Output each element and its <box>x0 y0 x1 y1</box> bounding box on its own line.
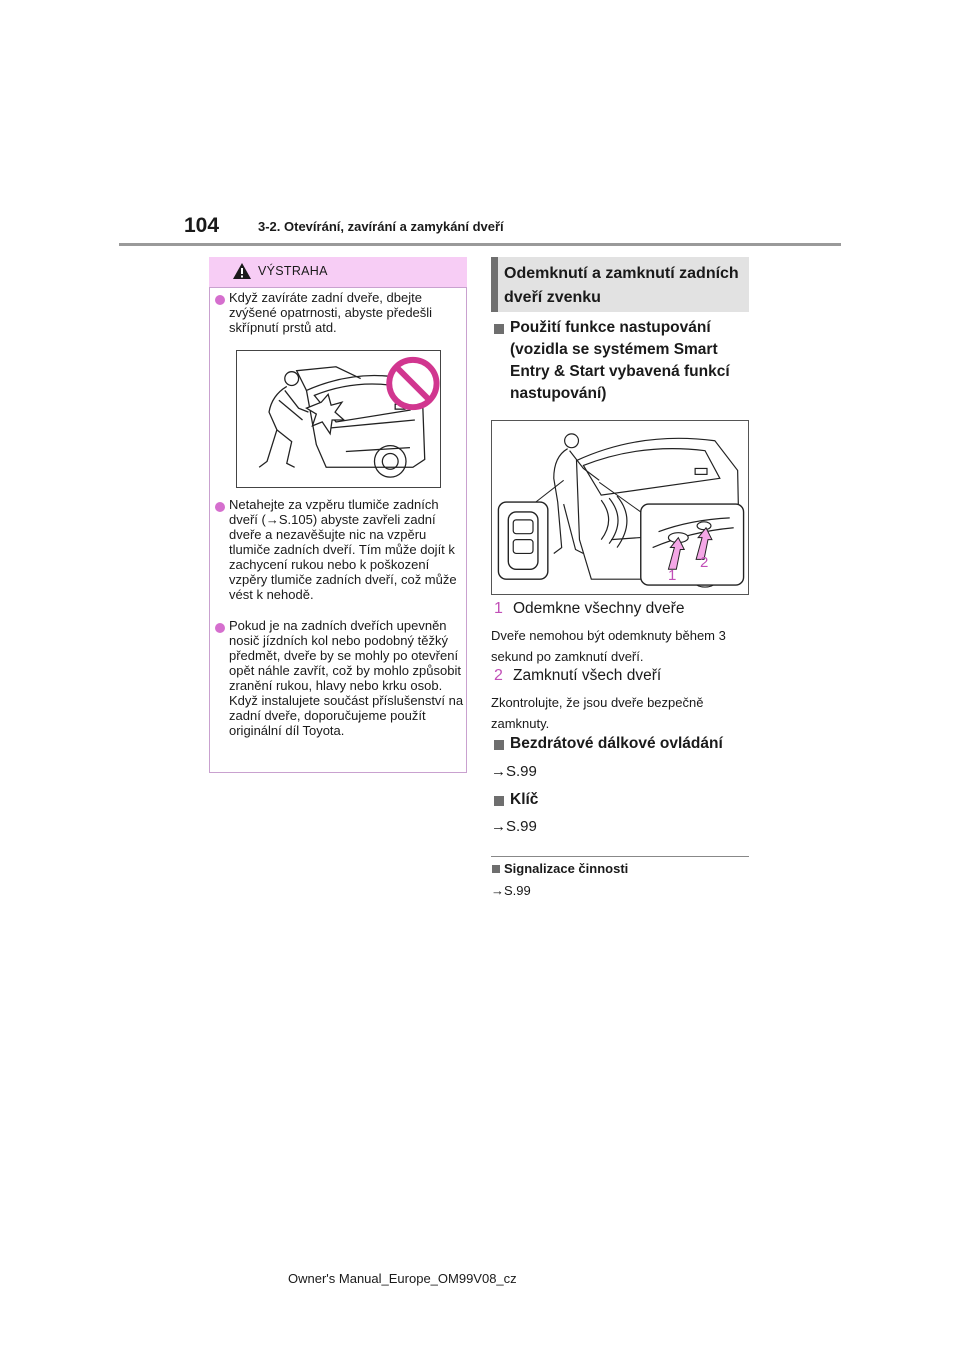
step-text-2: Zamknutí všech dveří <box>513 667 662 684</box>
key-ref-link[interactable]: →S.99 <box>491 818 537 835</box>
footer-text: Owner's Manual_Europe_OM99V08_cz <box>288 1271 517 1286</box>
warning-title: VÝSTRAHA <box>258 264 328 278</box>
warning-icon <box>232 262 252 280</box>
step-note-2: Zkontrolujte, že jsou dveře bezpečně zamknuty. <box>491 695 704 731</box>
bullet-icon <box>215 295 225 305</box>
section-box-bar <box>491 257 498 312</box>
warning-text-3: Pokud je na zadních dveřích upevněn nosič jízdních kol nebo podobný těžký předmět, dveře by se mohly po otevření opět náhle zavřít, což by mohlo způsobit zranění rukou, hlavy nebo krku osob. Když instalujete součást příslušenství na zadní dveře, doporučujeme použít originální díl Toyota. <box>229 618 464 738</box>
figure-label-2: 2 <box>700 554 709 571</box>
bullet-icon <box>215 623 225 633</box>
smart-entry-illustration <box>491 420 749 595</box>
square-bullet-icon <box>492 865 500 873</box>
step-text-1: Odemkne všechny dveře <box>513 600 685 617</box>
bullet-icon <box>215 502 225 512</box>
square-bullet-icon <box>494 796 504 806</box>
signal-ref-link[interactable]: →S.99 <box>491 883 531 898</box>
warning-text-1: Když zavíráte zadní dveře, dbejte zvýšené opatrnosti, abyste předešli skřípnutí prstů atd. <box>229 290 433 335</box>
divider <box>491 856 749 857</box>
entry-heading: Použití funkce nastupování (vozidla se systémem Smart Entry & Start vybavená funkcí nastupování) <box>510 319 730 402</box>
step-number-2: 2 <box>494 667 503 684</box>
section-box-title: Odemknutí a zamknutí zadních dveří zvenku <box>504 265 739 306</box>
step-note-1: Dveře nemohou být odemknuty během 3 sekund po zamknutí dveří. <box>491 628 726 664</box>
remote-heading: Bezdrátové dálkové ovládání <box>510 735 723 752</box>
square-bullet-icon <box>494 324 504 334</box>
figure-label-1: 1 <box>668 567 677 584</box>
page-number: 104 <box>184 214 220 237</box>
step-number-1: 1 <box>494 600 503 617</box>
tailgate-pinch-illustration <box>236 350 441 488</box>
remote-ref-link[interactable]: →S.99 <box>491 763 537 780</box>
key-heading: Klíč <box>510 791 539 808</box>
signal-heading: Signalizace činnosti <box>504 861 629 876</box>
section-title: 3-2. Otevírání, zavírání a zamykání dveří <box>258 219 504 234</box>
warning-text-2: Netahejte za vzpěru tlumiče zadních dveří (→S.105) abyste zavřeli zadní dveře a nezavěšujte nic na vzpěru tlumiče zadních dveří. Tím může dojít k zachycení rukou nebo k poškození vzpěry tlumiče zadních dveří, což může vést k nehodě. <box>229 497 457 602</box>
header-rule <box>119 243 841 246</box>
square-bullet-icon <box>494 740 504 750</box>
